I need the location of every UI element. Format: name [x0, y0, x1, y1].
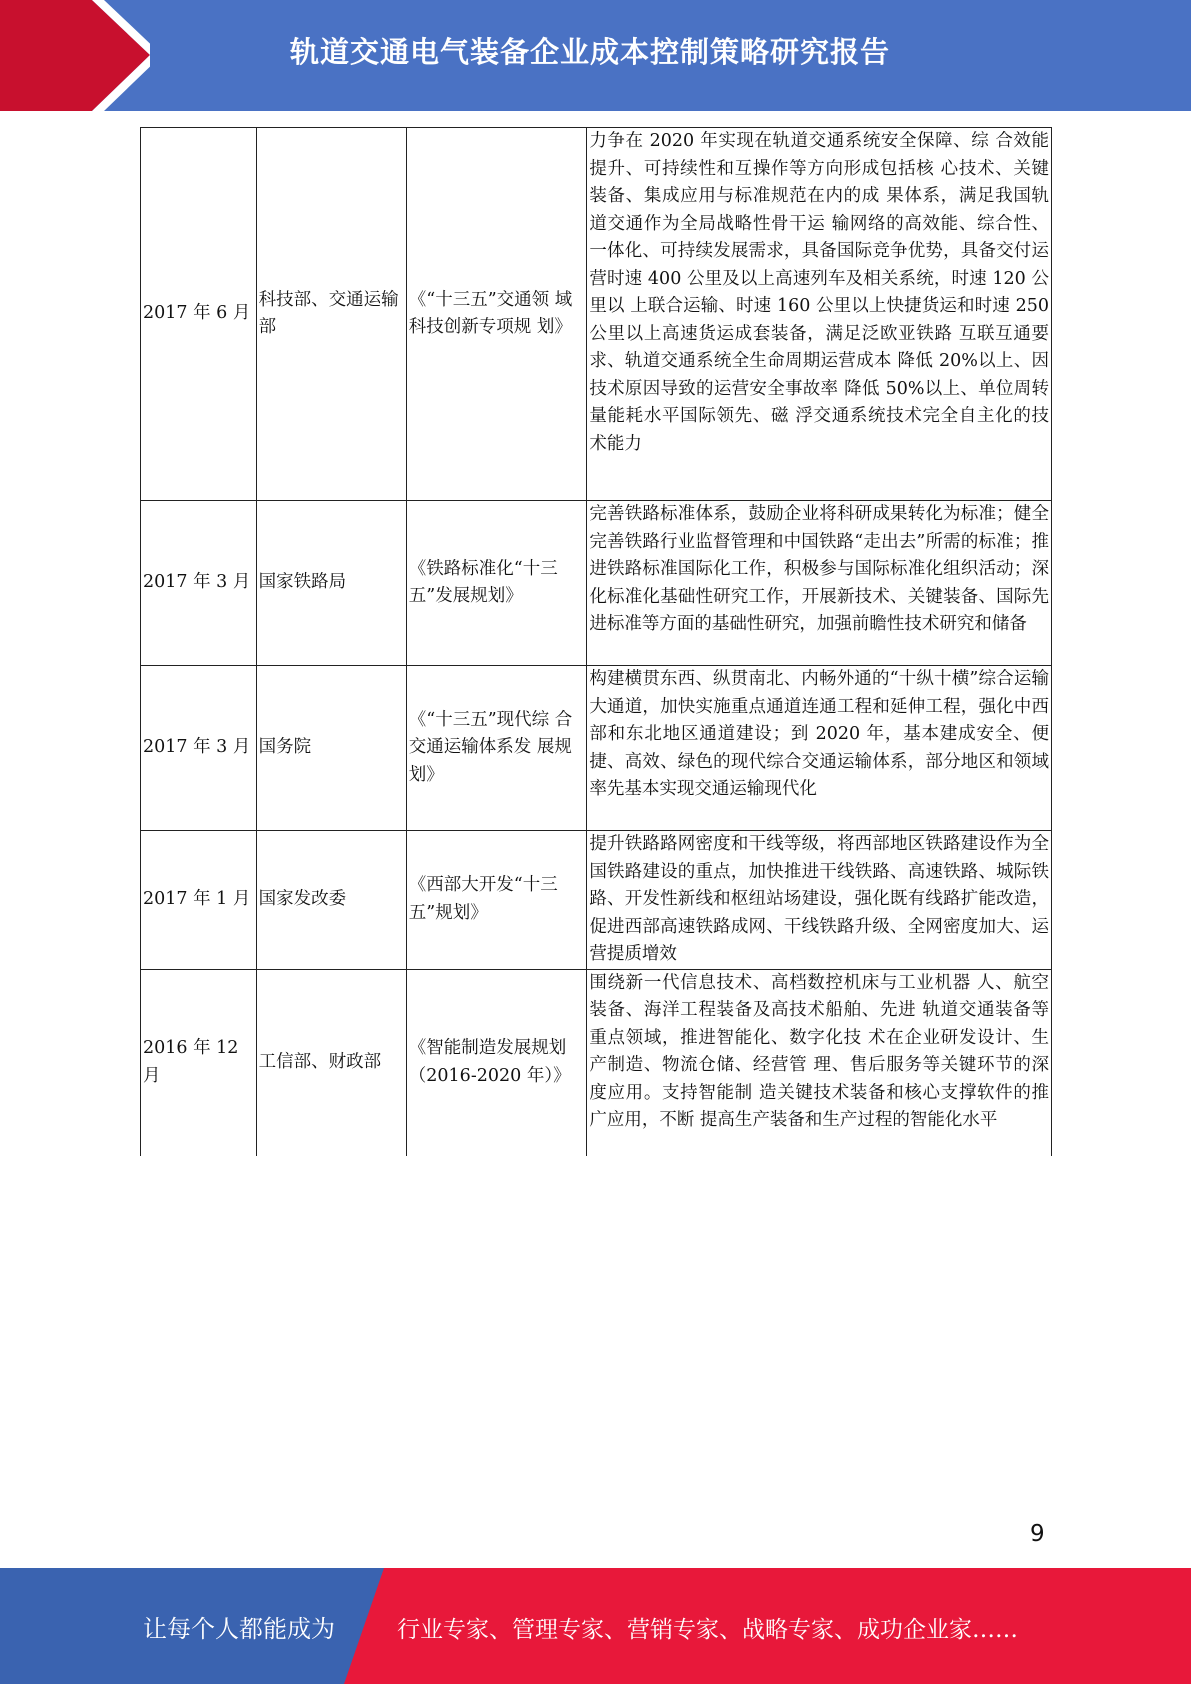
- content-cell: 构建横贯东西、纵贯南北、内畅外通的“十纵十横”综合运输大通道，加快实施重点通道连通工程和延伸工程，强化中西部和东北地区通道建设；到 2020 年，基本建成安全、便捷、高效、绿色的现代综合交通运输体系，部分地区和领域率先基本实现交通运输现代化: [587, 666, 1052, 831]
- date-cell: 2017 年 3 月: [141, 501, 257, 666]
- page-footer: [0, 1568, 1191, 1684]
- header-red-chevron: [0, 0, 150, 111]
- table-row: [141, 831, 1052, 970]
- table-row: [141, 128, 1052, 501]
- department-cell: 国家发改委: [256, 831, 406, 970]
- document-cell: 《“十三五”交通领 域科技创新专项规 划》: [406, 128, 587, 501]
- footer-slogan-right: 行业专家、管理专家、营销专家、战略专家、成功企业家……: [397, 1617, 1018, 1643]
- policy-table: [140, 127, 1052, 1156]
- document-cell: 《智能制造发展规划（2016-2020 年）》: [406, 969, 587, 1156]
- page-header: [0, 0, 1191, 111]
- policy-table-container: [140, 127, 1052, 1156]
- content-cell: 完善铁路标准体系，鼓励企业将科研成果转化为标准；健全完善铁路行业监督管理和中国铁路“走出去”所需的标准；推进铁路标准国际化工作，积极参与国际标准化组织活动；深化标准化基础性研究工作，开展新技术、关键装备、国际先进标准等方面的基础性研究，加强前瞻性技术研究和储备: [587, 501, 1052, 666]
- content-cell: 提升铁路路网密度和干线等级，将西部地区铁路建设作为全国铁路建设的重点，加快推进干线铁路、高速铁路、城际铁路、开发性新线和枢纽站场建设，强化既有线路扩能改造，促进西部高速铁路成网、干线铁路升级、全网密度加大、运营提质增效: [587, 831, 1052, 970]
- date-cell: 2017 年 6 月: [141, 128, 257, 501]
- document-cell: 《“十三五”现代综 合交通运输体系发 展规划》: [406, 666, 587, 831]
- document-cell: 《西部大开发“十三五”规划》: [406, 831, 587, 970]
- table-row: [141, 969, 1052, 1156]
- document-cell: 《铁路标准化“十三五”发展规划》: [406, 501, 587, 666]
- table-row: [141, 666, 1052, 831]
- footer-slogan-left: 让每个人都能成为: [143, 1615, 335, 1643]
- date-cell: 2016 年 12 月: [141, 969, 257, 1156]
- report-title: 轨道交通电气装备企业成本控制策略研究报告: [290, 35, 891, 69]
- department-cell: 国务院: [256, 666, 406, 831]
- department-cell: 科技部、交通运输部: [256, 128, 406, 501]
- department-cell: 工信部、财政部: [256, 969, 406, 1156]
- table-row: [141, 501, 1052, 666]
- content-cell: 力争在 2020 年实现在轨道交通系统安全保障、综 合效能提升、可持续性和互操作等方向形成包括核 心技术、关键装备、集成应用与标准规范在内的成 果体系，满足我国轨道交通作为全局战略性骨干运 输网络的高效能、综合性、一体化、可持续发展需求，具备国际竞争优势，具备交付运营时速 400 公里及以上高速列车及相关系统，时速 120 公里以 上联合运输、时速 160 公里以上快捷货运和时速 250 公里以上高速货运成套装备，满足泛欧亚铁路 互联互通要求、轨道交通系统全生命周期运营成本 降低 20%以上、因技术原因导致的运营安全事故率 降低 50%以上、单位周转量能耗水平国际领先、磁 浮交通系统技术完全自主化的技术能力: [587, 128, 1052, 501]
- date-cell: 2017 年 1 月: [141, 831, 257, 970]
- department-cell: 国家铁路局: [256, 501, 406, 666]
- date-cell: 2017 年 3 月: [141, 666, 257, 831]
- page-number: 9: [1030, 1521, 1045, 1547]
- content-cell: 围绕新一代信息技术、高档数控机床与工业机器 人、航空装备、海洋工程装备及高技术船舶、先进 轨道交通装备等重点领域，推进智能化、数字化技 术在企业研发设计、生产制造、物流仓储、经营管 理、售后服务等关键环节的深度应用。支持智能制 造关键技术装备和核心支撑软件的推广应用，不断 提高生产装备和生产过程的智能化水平: [587, 969, 1052, 1156]
